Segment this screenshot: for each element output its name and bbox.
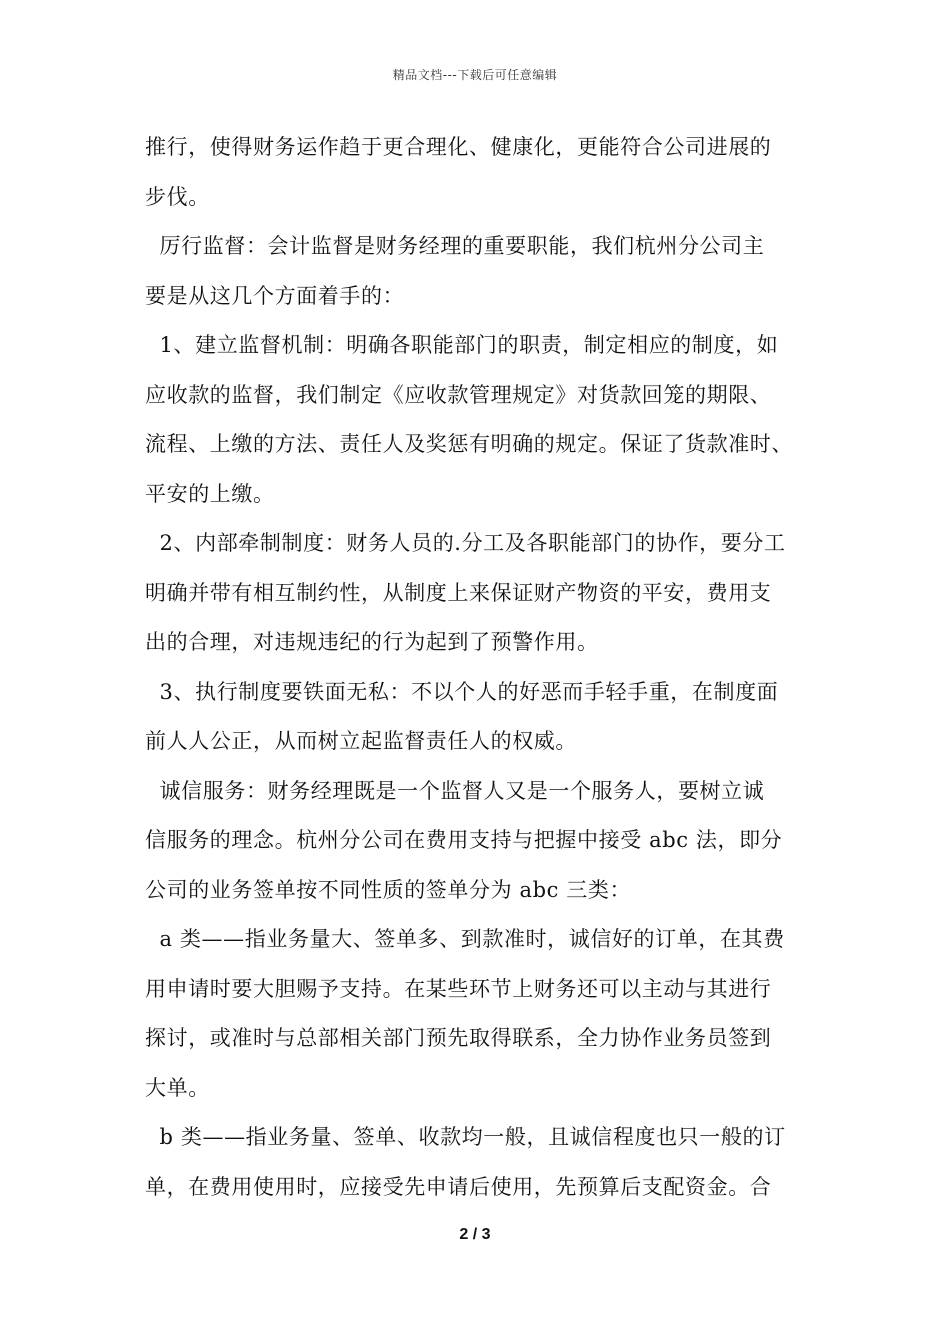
text-line: 信服务的理念。杭州分公司在费用支持与把握中接受 abc 法，即分: [145, 828, 783, 852]
text-line: 大单。: [145, 1075, 210, 1100]
text-line: 单，在费用使用时，应接受先申请后使用，先预算后支配资金。合: [145, 1174, 772, 1199]
text-line: 诚信服务：财务经理既是一个监督人又是一个服务人，要树立诚: [145, 778, 765, 803]
text-line: 出的合理，对违规违纪的行为起到了预警作用。: [145, 630, 599, 654]
text-line: 平安的上缴。: [145, 481, 275, 506]
text-line: 公司的业务签单按不同性质的签单分为 abc 三类：: [145, 877, 632, 902]
page-header: 精品文档---下载后可任意编辑: [392, 68, 558, 82]
text-line: 应收款的监督，我们制定《应收款管理规定》对货款回笼的期限、: [145, 382, 772, 407]
text-line: 推行，使得财务运作趋于更合理化、健康化，更能符合公司进展的: [145, 135, 772, 159]
text-line: 步伐。: [145, 184, 210, 209]
text-line: 用申请时要大胆赐予支持。在某些环节上财务还可以主动与其进行: [145, 976, 772, 1001]
text-line: b 类——指业务量、签单、收款均一般，且诚信程度也只一般的订: [145, 1125, 786, 1149]
text-line: 厉行监督：会计监督是财务经理的重要职能，我们杭州分公司主: [145, 234, 765, 258]
text-line: 前人人公正，从而树立起监督责任人的权威。: [145, 729, 577, 753]
text-line: 流程、上缴的方法、责任人及奖惩有明确的规定。保证了货款准时、: [145, 432, 793, 456]
page-number: 2 / 3: [459, 1226, 491, 1243]
text-line: 要是从这几个方面着手的：: [145, 283, 405, 308]
text-line: 2、内部牵制制度：财务人员的.分工及各职能部门的协作，要分工: [145, 531, 786, 555]
text-line: 探讨，或准时与总部相关部门预先取得联系，全力协作业务员签到: [145, 1026, 772, 1050]
document-body: [145, 123, 820, 1212]
text-line: 明确并带有相互制约性，从制度上来保证财产物资的平安，费用支: [145, 580, 772, 605]
text-line: 3、执行制度要铁面无私：不以个人的好恶而手轻手重，在制度面: [145, 679, 779, 704]
text-line: a 类——指业务量大、签单多、到款准时，诚信好的订单，在其费: [145, 927, 785, 951]
text-line: 1、建立监督机制：明确各职能部门的职责，制定相应的制度，如: [145, 333, 779, 357]
